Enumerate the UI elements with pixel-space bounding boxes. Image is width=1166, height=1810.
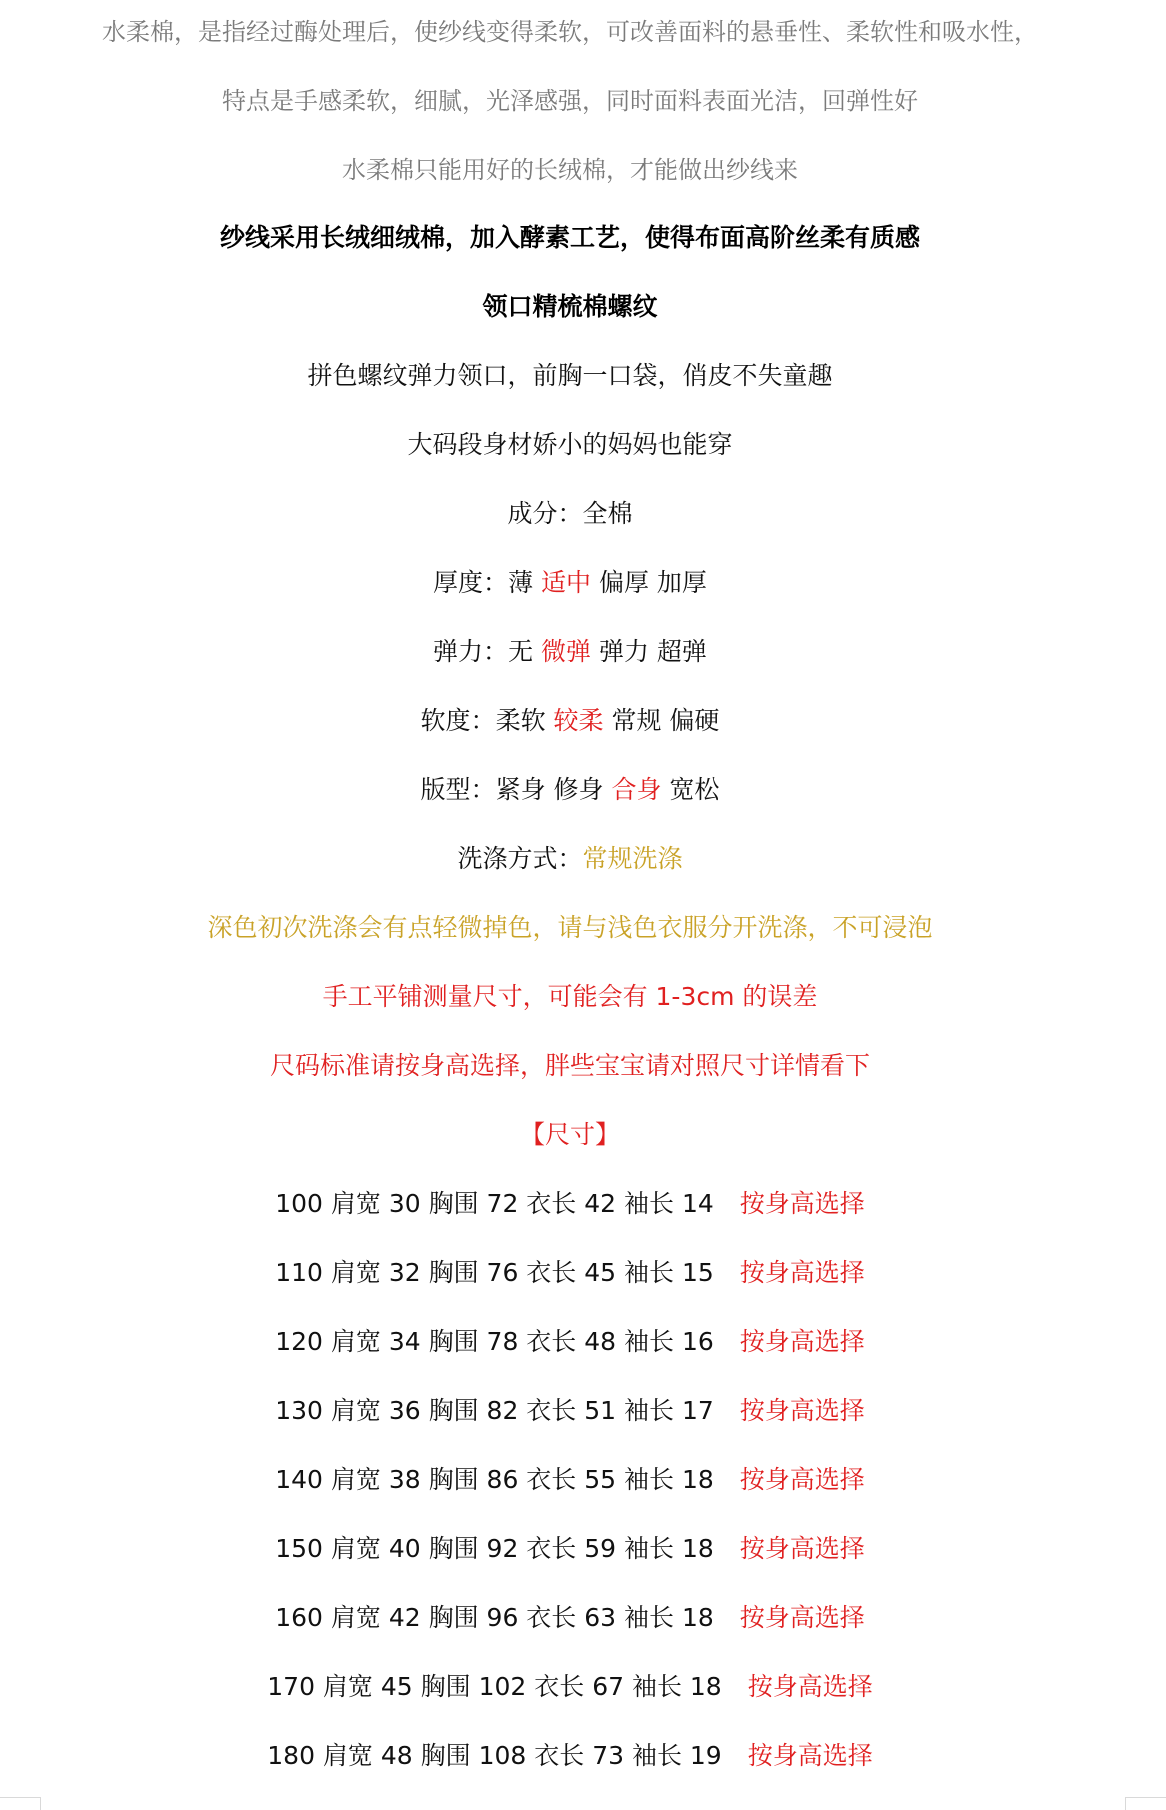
- size-row: [0, 1667, 1140, 1707]
- size-row-measurements: 120 肩宽 34 胸围 78 衣长 48 袖长 16: [275, 1327, 714, 1356]
- size-row-tag: 按身高选择: [739, 1189, 865, 1218]
- measure-note: 手工平铺测量尺寸，可能会有 1-3cm 的误差: [322, 982, 818, 1011]
- page-corner-left: [0, 1797, 41, 1810]
- size-row-measurements: 100 肩宽 30 胸围 72 衣长 42 袖长 14: [275, 1189, 714, 1218]
- size-row-measurements: 150 肩宽 40 胸围 92 衣长 59 袖长 18: [275, 1534, 714, 1563]
- spec-composition: 成分：全棉: [507, 499, 633, 528]
- spec-thickness-selected: 适中: [541, 568, 592, 597]
- page-corner-right: [1125, 1797, 1166, 1810]
- feature-line-2: 大码段身材娇小的妈妈也能穿: [407, 430, 733, 459]
- spec-wash-value: 常规洗涤: [582, 844, 683, 873]
- spec-fit-before: 紧身 修身: [495, 775, 612, 804]
- spec-fit: [0, 770, 1140, 810]
- spec-fit-label: 版型：: [420, 775, 496, 804]
- size-row-tag: 按身高选择: [739, 1396, 865, 1425]
- size-row: [0, 1391, 1140, 1431]
- spec-softness-after: 常规 偏硬: [603, 706, 720, 735]
- spec-softness-selected: 较柔: [553, 706, 604, 735]
- size-row-tag: 按身高选择: [739, 1258, 865, 1287]
- spec-wash: [0, 839, 1140, 879]
- spec-softness-label: 软度：: [420, 706, 496, 735]
- size-row: [0, 1598, 1140, 1638]
- spec-elasticity-after: 弹力 超弹: [591, 637, 707, 666]
- size-row: [0, 1322, 1140, 1362]
- size-row-tag: 按身高选择: [739, 1603, 865, 1632]
- size-row: [0, 1253, 1140, 1293]
- spec-fit-after: 宽松: [661, 775, 720, 804]
- size-note: 尺码标准请按身高选择，胖些宝宝请对照尺寸详情看下: [269, 1051, 870, 1080]
- spec-elasticity-before: 无: [508, 637, 542, 666]
- spec-softness: [0, 701, 1140, 741]
- size-row-measurements: 110 肩宽 32 胸围 76 衣长 45 袖长 15: [275, 1258, 714, 1287]
- size-row-tag: 按身高选择: [747, 1741, 873, 1770]
- spec-thickness-label: 厚度：: [433, 568, 509, 597]
- wash-warning: 深色初次洗涤会有点轻微掉色，请与浅色衣服分开洗涤，不可浸泡: [207, 913, 933, 942]
- spec-elasticity-selected: 微弹: [541, 637, 592, 666]
- size-heading: 【尺寸】: [519, 1120, 620, 1149]
- feature-line-1: 拼色螺纹弹力领口，前胸一口袋，俏皮不失童趣: [307, 361, 833, 390]
- size-row-measurements: 180 肩宽 48 胸围 108 衣长 73 袖长 19: [267, 1741, 722, 1770]
- size-row: [0, 1184, 1140, 1224]
- size-row-tag: 按身高选择: [739, 1327, 865, 1356]
- size-row-measurements: 160 肩宽 42 胸围 96 衣长 63 袖长 18: [275, 1603, 714, 1632]
- size-row-measurements: 170 肩宽 45 胸围 102 衣长 67 袖长 18: [267, 1672, 722, 1701]
- size-row-measurements: 140 肩宽 38 胸围 86 衣长 55 袖长 18: [275, 1465, 714, 1494]
- size-row: [0, 1460, 1140, 1500]
- spec-softness-before: 柔软: [495, 706, 554, 735]
- size-row-tag: 按身高选择: [747, 1672, 873, 1701]
- size-row-tag: 按身高选择: [739, 1465, 865, 1494]
- size-row: [0, 1529, 1140, 1569]
- size-row-tag: 按身高选择: [739, 1534, 865, 1563]
- spec-thickness: [0, 563, 1140, 603]
- size-row-measurements: 130 肩宽 36 胸围 82 衣长 51 袖长 17: [275, 1396, 714, 1425]
- spec-elasticity: [0, 632, 1140, 672]
- spec-thickness-after: 偏厚 加厚: [591, 568, 707, 597]
- intro-line-2: 特点是手感柔软，细腻，光泽感强，同时面料表面光洁，回弹性好: [222, 87, 918, 115]
- size-row: [0, 1736, 1140, 1776]
- highlight-line-1: 纱线采用长绒细绒棉，加入酵素工艺，使得布面高阶丝柔有质感: [219, 223, 920, 252]
- highlight-line-2: 领口精梳棉螺纹: [482, 292, 658, 321]
- spec-fit-selected: 合身: [611, 775, 662, 804]
- intro-line-1: 水柔棉，是指经过酶处理后，使纱线变得柔软，可改善面料的悬垂性、柔软性和吸水性，: [102, 18, 1038, 46]
- intro-line-3: 水柔棉只能用好的长绒棉，才能做出纱线来: [342, 156, 798, 184]
- spec-wash-label: 洗涤方式：: [457, 844, 583, 873]
- spec-thickness-before: 薄: [508, 568, 542, 597]
- spec-elasticity-label: 弹力：: [433, 637, 509, 666]
